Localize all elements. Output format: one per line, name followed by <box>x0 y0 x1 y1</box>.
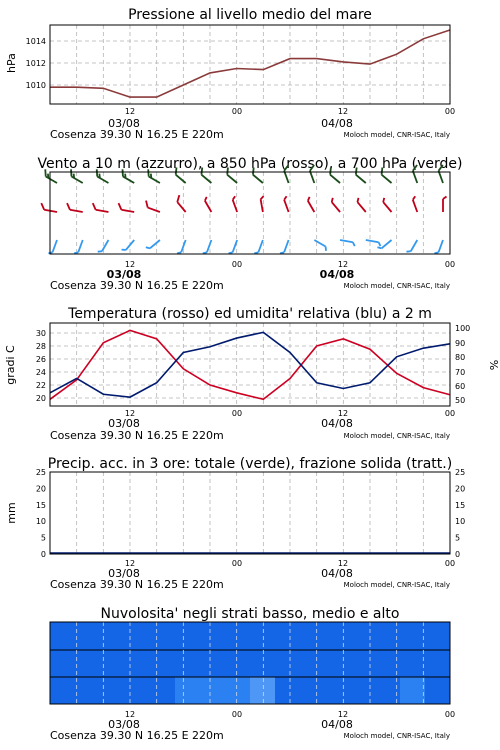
cloud-title: Nuvolosita' negli strati basso, medio e alto <box>100 606 400 622</box>
wind-barb <box>283 196 292 212</box>
cloud-cell <box>50 622 75 650</box>
wind-barb <box>434 239 443 255</box>
cloud-cell <box>100 622 125 650</box>
precipitation-panel <box>5 456 465 591</box>
cloud-cell <box>225 622 250 650</box>
wind-barb <box>443 197 447 213</box>
humidity-series-line <box>50 332 450 397</box>
time-tick-label: 00 <box>444 559 456 568</box>
cloud-cell <box>325 622 350 650</box>
humidity-ytick: 50 <box>455 396 466 405</box>
cloud-cell <box>350 677 375 704</box>
cloud-cell <box>275 650 300 677</box>
cloud-cell <box>225 650 250 677</box>
wind-barb <box>204 197 215 212</box>
cloud-cell <box>250 622 275 650</box>
cloud-cell <box>150 677 175 704</box>
temperature-title: Temperatura (rosso) ed umidita' relativa (blu) a 2 m <box>68 306 432 322</box>
humidity-ylabel: % <box>487 359 500 371</box>
cloud-cell <box>125 650 150 677</box>
time-tick-label: 12 <box>124 260 136 269</box>
model-credit: Moloch model, CNR-ISAC, Italy <box>343 581 450 589</box>
cloud-cell <box>400 650 425 677</box>
precipitation-ytick-right: 0 <box>455 550 461 559</box>
wind-barb <box>382 198 395 212</box>
cloud-cell <box>175 677 200 704</box>
location-label: Cosenza 39.30 N 16.25 E 220m <box>50 429 224 442</box>
cloud-cell <box>100 650 125 677</box>
time-tick-label: 00 <box>444 107 456 116</box>
model-credit: Moloch model, CNR-ISAC, Italy <box>343 432 450 440</box>
time-tick-label: 00 <box>444 710 456 719</box>
temperature-series-line <box>50 330 450 399</box>
wind-barb <box>365 240 381 246</box>
cloud-cell <box>350 650 375 677</box>
pressure-ytick: 1012 <box>25 59 46 68</box>
time-tick-label: 12 <box>337 559 349 568</box>
precipitation-ytick: 0 <box>40 550 46 559</box>
cloud-cell <box>175 650 200 677</box>
wind-barb <box>117 203 135 212</box>
cloud-panel <box>50 606 455 742</box>
day-label: 03/08 <box>108 718 140 731</box>
location-label: Cosenza 39.30 N 16.25 E 220m <box>50 578 224 591</box>
wind-barb <box>66 203 84 212</box>
wind-barb <box>406 238 417 253</box>
temperature-ytick: 28 <box>35 342 46 351</box>
wind-barb <box>175 195 191 212</box>
pressure-ytick: 1014 <box>25 37 46 46</box>
time-tick-label: 00 <box>444 260 456 269</box>
precipitation-plot-frame <box>50 472 450 554</box>
pressure-panel <box>5 7 455 141</box>
precipitation-ytick-right: 10 <box>455 517 466 527</box>
wind-panel <box>37 156 462 292</box>
cloud-cell <box>50 650 75 677</box>
location-label: Cosenza 39.30 N 16.25 E 220m <box>50 729 224 742</box>
pressure-ylabel: hPa <box>5 53 18 73</box>
cloud-cell <box>300 650 325 677</box>
cloud-cell <box>250 650 275 677</box>
time-tick-label: 12 <box>337 409 349 418</box>
wind-barb <box>339 240 355 246</box>
wind-barb <box>356 198 369 212</box>
cloud-cell <box>275 677 300 704</box>
precipitation-ytick-right: 20 <box>455 484 466 494</box>
temperature-ytick: 20 <box>35 394 46 403</box>
wind-barb <box>122 238 135 252</box>
time-tick-label: 00 <box>231 559 243 568</box>
cloud-cell <box>75 650 100 677</box>
cloud-cell <box>400 622 425 650</box>
cloud-cell <box>50 677 75 704</box>
time-tick-label: 00 <box>231 409 243 418</box>
wind-barb <box>313 240 328 251</box>
humidity-ytick: 100 <box>455 324 471 333</box>
pressure-ytick: 1010 <box>25 81 46 90</box>
cloud-cell <box>125 622 150 650</box>
wind-barb <box>177 239 186 255</box>
cloud-cell <box>75 622 100 650</box>
cloud-cell <box>125 677 150 704</box>
precipitation-ylabel: mm <box>5 502 18 524</box>
pressure-title: Pressione al livello medio del mare <box>128 7 372 23</box>
precipitation-ytick-right: 25 <box>455 468 466 477</box>
day-label: 03/08 <box>108 417 140 430</box>
temperature-ylabel: gradi C <box>4 345 17 385</box>
cloud-cell <box>275 622 300 650</box>
time-tick-label: 12 <box>337 107 349 116</box>
wind-barb <box>144 201 162 212</box>
cloud-cell <box>250 677 275 704</box>
day-label: 03/08 <box>108 567 140 580</box>
wind-barb <box>40 203 58 212</box>
cloud-cell <box>175 622 200 650</box>
humidity-ytick: 60 <box>455 382 466 391</box>
wind-barb <box>280 239 289 255</box>
wind-barb <box>229 239 238 255</box>
wind-title: Vento a 10 m (azzurro), a 850 hPa (rosso), a 700 hPa (verde) <box>37 156 463 172</box>
temperature-ytick: 30 <box>35 329 46 338</box>
cloud-cell <box>150 622 175 650</box>
wind-barb <box>74 239 83 255</box>
day-label: 04/08 <box>319 268 355 281</box>
precipitation-ytick: 5 <box>40 533 46 543</box>
precipitation-ytick-right: 5 <box>455 533 461 543</box>
cloud-cell <box>300 677 325 704</box>
cloud-cell <box>325 650 350 677</box>
cloud-cell <box>200 677 225 704</box>
time-tick-label: 12 <box>124 710 136 719</box>
cloud-cell <box>225 677 250 704</box>
pressure-plot-frame <box>50 25 450 104</box>
humidity-ytick: 70 <box>455 368 466 377</box>
cloud-cell <box>300 622 325 650</box>
pressure-series-line <box>50 30 450 97</box>
day-label: 03/08 <box>108 117 140 130</box>
temperature-ytick: 22 <box>35 381 46 390</box>
temperature-ytick: 24 <box>35 368 46 377</box>
cloud-cell <box>350 622 375 650</box>
day-label: 04/08 <box>321 417 353 430</box>
wind-barb <box>92 203 110 212</box>
day-label: 04/08 <box>321 567 353 580</box>
location-label: Cosenza 39.30 N 16.25 E 220m <box>50 128 224 141</box>
model-credit: Moloch model, CNR-ISAC, Italy <box>343 282 450 290</box>
precipitation-ytick: 15 <box>35 500 46 510</box>
time-tick-label: 00 <box>231 260 243 269</box>
day-label: 04/08 <box>321 718 353 731</box>
precipitation-title: Precip. acc. in 3 ore: totale (verde), frazione solida (tratt.) <box>47 456 453 472</box>
humidity-ytick: 90 <box>455 339 466 348</box>
time-tick-label: 12 <box>337 260 349 269</box>
temperature-panel <box>4 306 500 442</box>
cloud-cell <box>75 677 100 704</box>
wind-barb <box>232 196 241 212</box>
cloud-cell <box>100 677 125 704</box>
wind-barb <box>412 196 421 212</box>
wind-barb <box>330 198 343 212</box>
precipitation-ytick-right: 15 <box>455 500 466 510</box>
time-tick-label: 00 <box>444 409 456 418</box>
day-label: 03/08 <box>106 268 142 281</box>
time-tick-label: 12 <box>124 409 136 418</box>
cloud-cell <box>425 677 450 704</box>
time-tick-label: 00 <box>231 107 243 116</box>
cloud-cell <box>200 650 225 677</box>
temperature-ytick: 26 <box>35 355 46 364</box>
time-tick-label: 12 <box>124 559 136 568</box>
time-tick-label: 00 <box>231 710 243 719</box>
wind-barb <box>260 196 266 212</box>
time-tick-label: 12 <box>124 107 136 116</box>
precipitation-ytick: 10 <box>35 517 46 527</box>
cloud-cell <box>425 650 450 677</box>
wind-barb <box>254 239 263 255</box>
model-credit: Moloch model, CNR-ISAC, Italy <box>343 131 450 139</box>
wind-barb <box>307 197 318 212</box>
precipitation-ytick: 25 <box>35 468 46 477</box>
time-tick-label: 12 <box>337 710 349 719</box>
precipitation-ytick: 20 <box>35 484 46 494</box>
day-label: 04/08 <box>321 117 353 130</box>
location-label: Cosenza 39.30 N 16.25 E 220m <box>50 279 224 292</box>
wind-barb <box>146 237 160 250</box>
humidity-ytick: 80 <box>455 353 466 362</box>
cloud-cell <box>150 650 175 677</box>
cloud-cell <box>425 622 450 650</box>
model-credit: Moloch model, CNR-ISAC, Italy <box>343 732 450 740</box>
cloud-cell <box>200 622 225 650</box>
cloud-cell <box>325 677 350 704</box>
cloud-cell <box>400 677 425 704</box>
